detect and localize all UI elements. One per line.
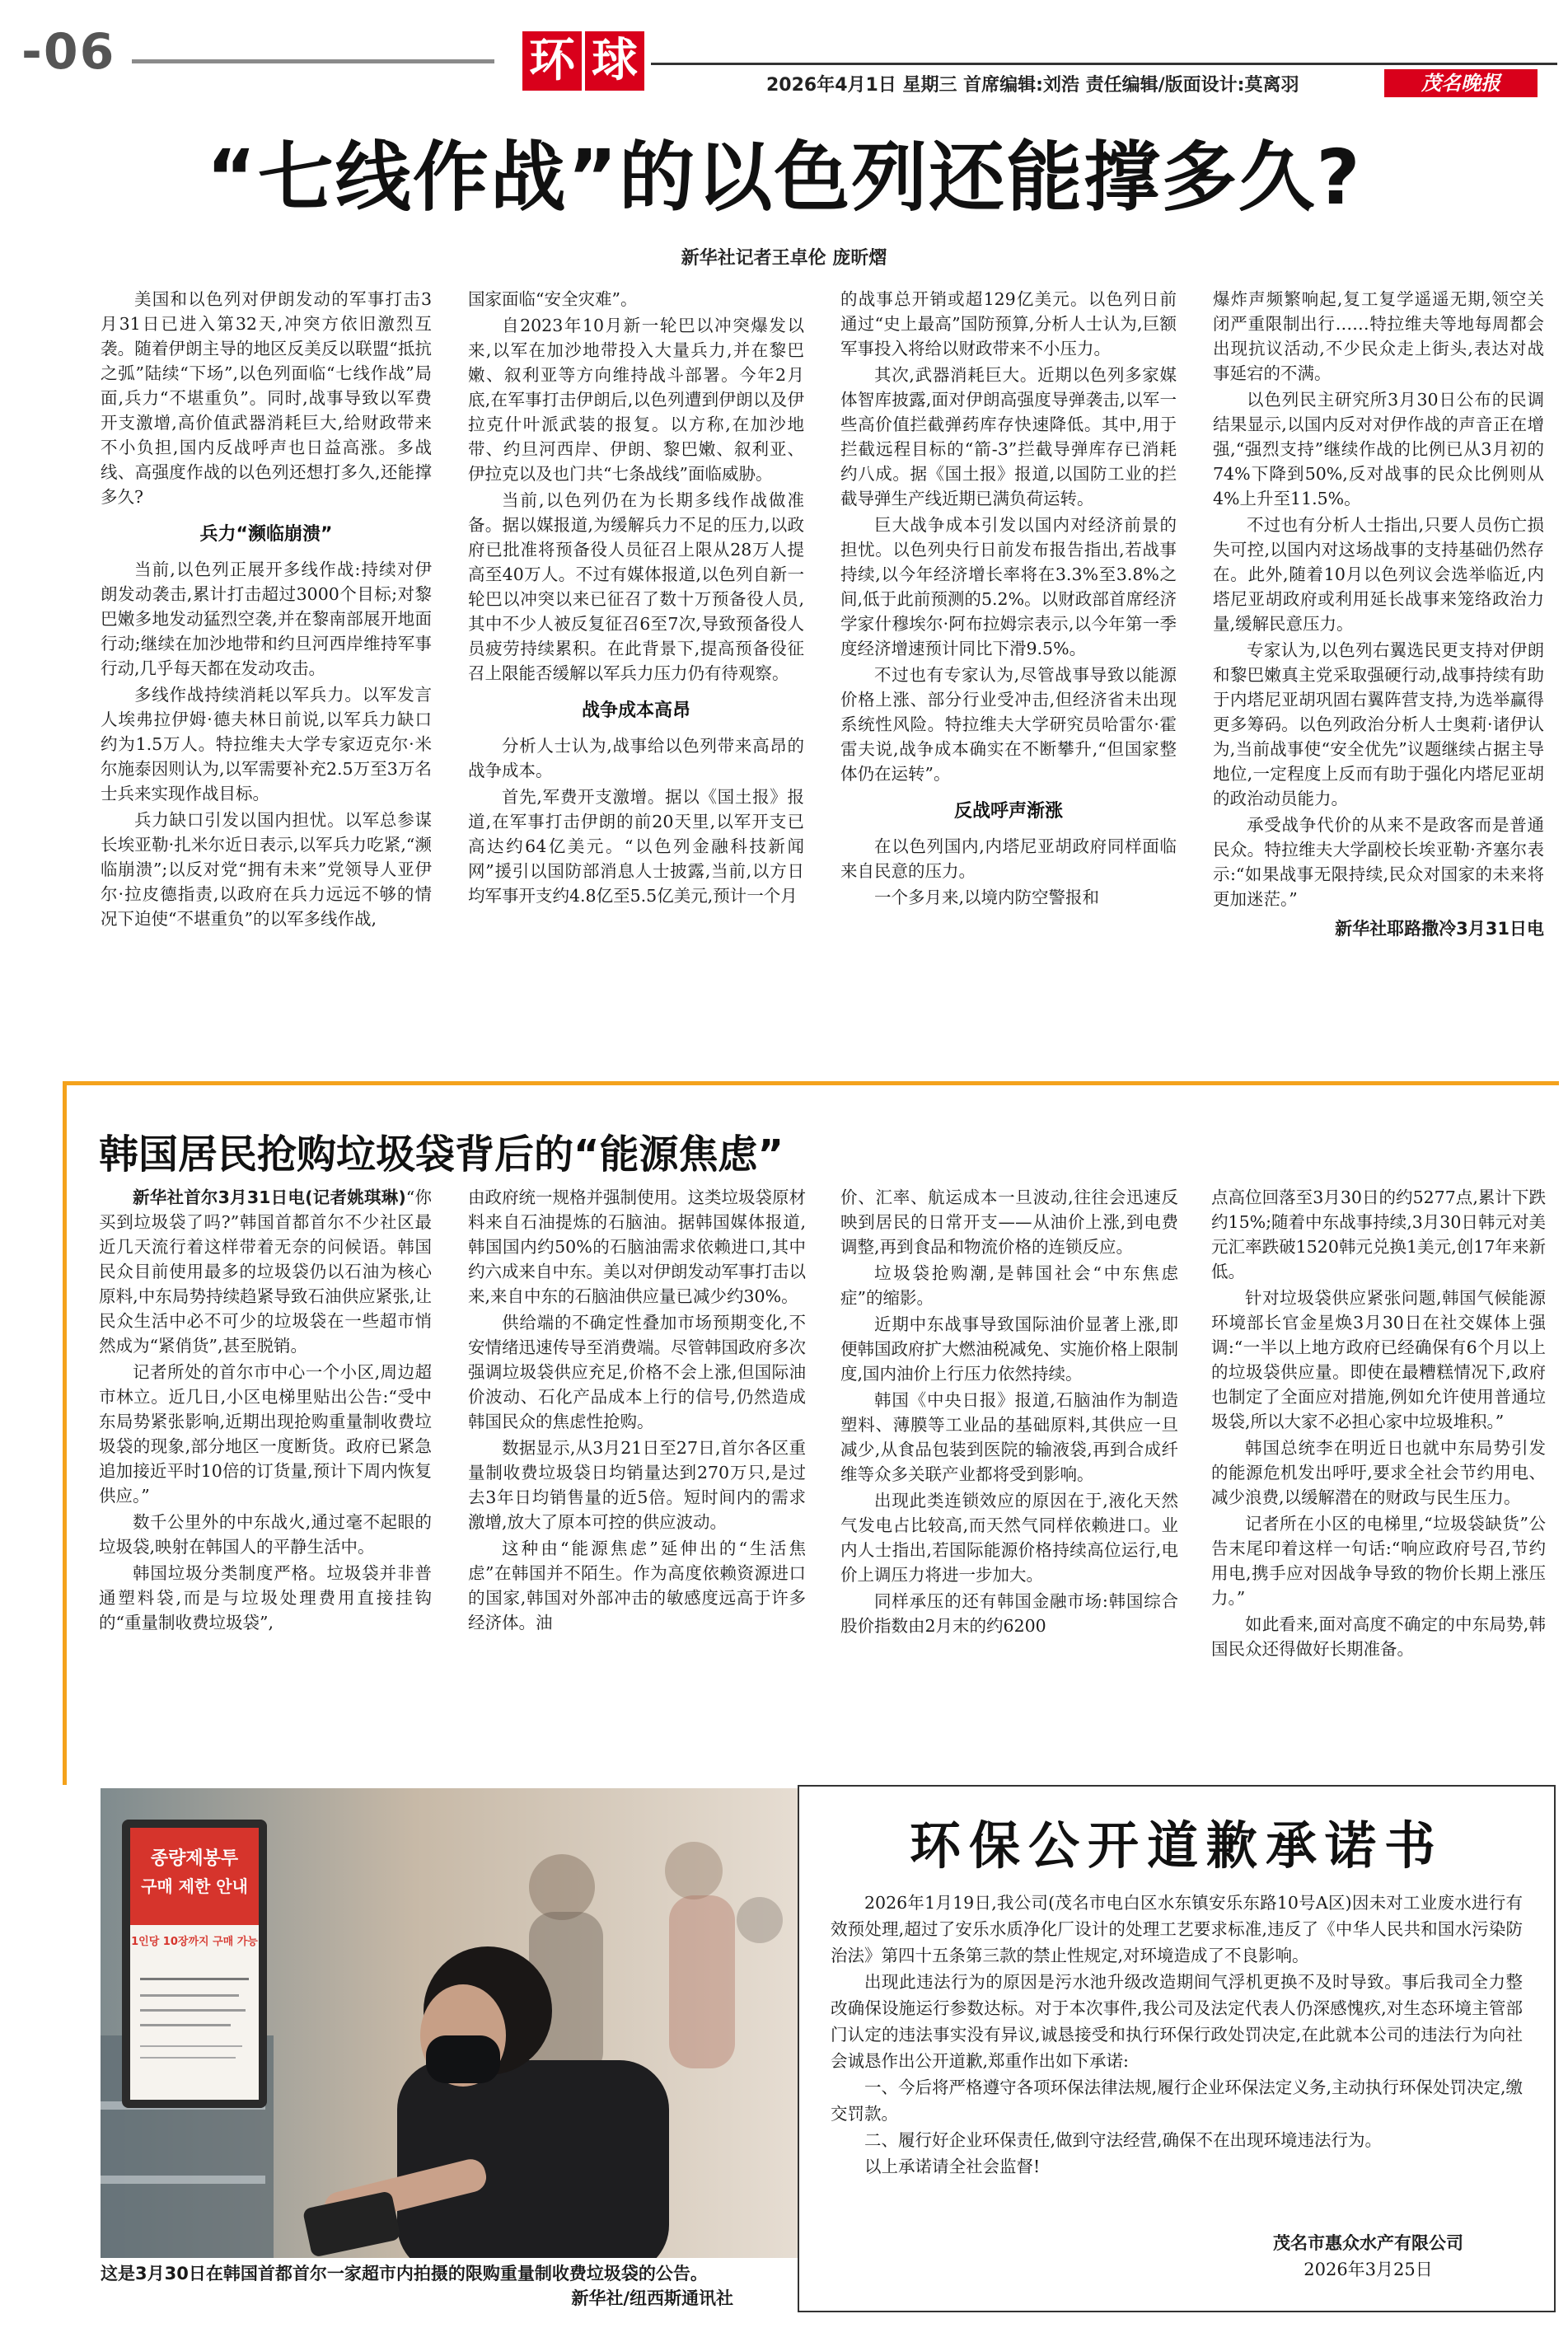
- paragraph: 针对垃圾袋供应紧张问题,韩国气候能源环境部长官金星焕3月30日在社交媒体上强调:“一半以上地方政府已经确保有6个月以上的垃圾袋供应量。即使在最糟糕情况下,政府也制定了全面应对措施,例如允许使用普通垃圾袋,所以大家不必担心家中垃圾堆积。”: [1211, 1288, 1546, 1431]
- paragraph: 专家认为,以色列右翼选民更支持对伊朗和黎巴嫩真主党采取强硬行动,战事持续有助于内塔尼亚胡巩固右翼阵营支持,为选举赢得更多筹码。以色列政治分析人士奥莉·诸伊认为,当前战事使“安全优先”议题继续占据主导地位,一定程度上反而有助于强化内塔尼亚胡的政治动员能力。: [1213, 640, 1544, 808]
- paragraph: 自2023年10月新一轮巴以冲突爆发以来,以军在加沙地带投入大量兵力,并在黎巴嫩、叙利亚等方向维持战斗部署。今年2月底,在军事打击伊朗后,以色列遭到伊朗以及伊拉克什叶派武装的报复。以方称,在加沙地带、约旦河西岸、伊朗、黎巴嫩、叙利亚、伊拉克以及也门共“七条战线”面临威胁。: [468, 316, 804, 484]
- paragraph: 分析人士认为,战事给以色列带来高昂的战争成本。: [468, 736, 804, 780]
- paragraph: 当前,以色列仍在为长期多线作战做准备。据以媒报道,为缓解兵力不足的压力,以政府已批准将预备役人员征召上限从28万人提高至40万人。不过有媒体报道,以色列自新一轮巴以冲突以来已征召了数十万预备役人员,其中不少人被反复征召6至7次,导致预备役人员疲劳持续累积。在此背景下,提高预备役征召上限能否缓解以军兵力压力仍有待观察。: [468, 490, 804, 683]
- paragraph: 由政府统一规格并强制使用。这类垃圾袋原材料来自石油提炼的石脑油。据韩国媒体报道,韩国国内约50%的石脑油需求依赖进口,其中约六成来自中东。美以对伊朗发动军事打击以来,来自中东的石脑油供应量已减少约30%。: [468, 1187, 806, 1306]
- notice-body: [831, 1890, 1523, 2180]
- section-label-2: 球: [585, 31, 644, 91]
- paragraph: 不过也有专家认为,尽管战事导致以能源价格上涨、部分行业受冲击,但经济省未出现系统性风险。特拉维夫大学研究员哈雷尔·霍雷夫说,战争成本确实在不断攀升,“但国家整体仍在运转”。: [840, 665, 1177, 784]
- subheading: 反战呼声渐涨: [953, 801, 1063, 822]
- paragraph: 多线作战持续消耗以军兵力。以军发言人埃弗拉伊姆·德夫林日前说,以军兵力缺口约为1.5万人。特拉维夫大学专家迈克尔·米尔施泰因则认为,以军需要补充2.5万至3万名士兵来实现作战目标。: [101, 685, 432, 803]
- paragraph: 韩国《中央日报》报道,石脑油作为制造塑料、薄膜等工业品的基础原料,其供应一旦减少,从食品包装到医院的输液袋,再到合成纤维等众多关联产业都将受到影响。: [840, 1390, 1178, 1484]
- article2-column-1: [99, 1185, 432, 1754]
- article1-column-3: [840, 287, 1177, 1111]
- paragraph: 首先,军费开支激增。据以《国土报》报道,在军事打击伊朗的前20天里,以军开支已高达约64亿美元。“以色列金融科技新闻网”援引以国防部消息人士披露,当前,以方日均军事开支约4.8亿至5.5亿美元,预计一个月: [468, 787, 804, 906]
- notice-date: 2026年3月25日: [1304, 2260, 1433, 2279]
- notice-signature: [1273, 2230, 1463, 2283]
- article2-column-4: [1211, 1185, 1546, 1754]
- article2-column-3: [840, 1185, 1178, 1754]
- paragraph: 其次,武器消耗巨大。近期以色列多家媒体智库披露,面对伊朗高强度导弹袭击,以军一些高价值拦截弹药库存快速降低。其中,用于拦截远程目标的“箭-3”拦截导弹库存已消耗约八成。据《国土报》报道,以国防工业的拦截导弹生产线近期已满负荷运转。: [840, 365, 1177, 508]
- company-name: 茂名市惠众水产有限公司: [1273, 2232, 1463, 2253]
- article1-byline: 新华社记者王卓伦 庞昕熠: [681, 248, 887, 269]
- paragraph: 同样承压的还有韩国金融市场:韩国综合股价指数由2月末的约6200: [840, 1591, 1178, 1636]
- article2-frame-top: [63, 1081, 1559, 1085]
- paragraph: 承受战争代价的从来不是政客而是普通民众。特拉维夫大学副校长埃亚勒·齐塞尔表示:“如果战事无限持续,民众对国家的未来将更加迷茫。”: [1213, 815, 1544, 909]
- sign-title-line1: 종량제봉투: [150, 1848, 239, 1869]
- header-rule: [651, 63, 1557, 65]
- newspaper-logo: 茂名晚报: [1384, 69, 1538, 97]
- page-number: -06: [21, 23, 116, 81]
- paragraph: 韩国垃圾分类制度严格。垃圾袋并非普通塑料袋,而是与垃圾处理费用直接挂钩的“重量制收费垃圾袋”,: [99, 1563, 432, 1632]
- paragraph: 美国和以色列对伊朗发动的军事打击3月31日已进入第32天,冲突方依旧激烈互袭。随着伊朗主导的地区反美反以联盟“抵抗之弧”陆续“下场”,以色列面临“七线作战”局面,兵力“不堪重负”。同时,战事导致以军费开支激增,高价值武器消耗巨大,给财政带来不小负担,国内反战呼声也日益高涨。多战线、高强度作战的以色列还想打多久,还能撑多久?: [101, 289, 432, 507]
- subheading: 战争成本高昂: [581, 700, 690, 721]
- masthead: [0, 0, 1568, 103]
- paragraph: “你买到垃圾袋了吗?”韩国首都首尔不少社区最近几天流行着这样带着无奈的问候语。韩国民众目前使用最多的垃圾袋仍以石油为核心原料,中东局势持续趋紧导致石油供应紧张,让民众生活中必不可少的垃圾袋在一些超市悄然成为“紧俏货”,甚至脱销。: [99, 1187, 432, 1356]
- article1-column-1: [101, 287, 432, 1111]
- article1-headline: “七线作战”的以色列还能撑多久?: [206, 133, 1362, 222]
- news-photo: [101, 1788, 799, 2258]
- paragraph: 供给端的不确定性叠加市场预期变化,不安情绪迅速传导至消费端。尽管韩国政府多次强调垃圾袋供应充足,价格不会上涨,但国际油价波动、石化产品成本上行的信号,仍然造成韩国民众的焦虑性抢购。: [468, 1313, 806, 1431]
- photo-credit: 新华社/纽西斯通讯社: [571, 2288, 733, 2308]
- article1-column-4: [1213, 287, 1544, 1111]
- caption-text: 这是3月30日在韩国首都首尔一家超市内拍摄的限购重量制收费垃圾袋的公告。: [101, 2264, 708, 2284]
- paragraph: 的战事总开销或超129亿美元。以色列日前通过“史上最高”国防预算,分析人士认为,巨额军事投入将给以财政带来不小压力。: [840, 289, 1177, 358]
- paragraph: 出现此违法行为的原因是污水池升级改造期间气浮机更换不及时导致。事后我司全力整改确保设施运行参数达标。对于本次事件,我公司及法定代表人仍深感愧疚,对生态环境主管部门认定的违法事实没有异议,诚恳接受和执行环保行政处罚决定,在此就本公司的违法行为向社会诚恳作出公开道歉,郑重作出如下承诺:: [831, 1972, 1523, 2071]
- paragraph: 记者所处的首尔市中心一个小区,周边超市林立。近几日,小区电梯里贴出公告:“受中东局势紧张影响,近期出现抢购重量制收费垃圾袋的现象,部分地区一度断货。政府已紧急追加接近平时10倍的订货量,预计下周内恢复供应。”: [99, 1362, 432, 1506]
- article2-headline: 韩国居民抢购垃圾袋背后的“能源焦虑”: [99, 1131, 784, 1178]
- apology-notice: [798, 1785, 1556, 2312]
- article2-column-2: [468, 1185, 806, 1754]
- paragraph: 价、汇率、航运成本一旦波动,往往会迅速反映到居民的日常开支——从油价上涨,到电费调整,再到食品和物流价格的连锁反应。: [840, 1187, 1178, 1257]
- paragraph: 巨大战争成本引发以国内对经济前景的担忧。以色列央行日前发布报告指出,若战事持续,以今年经济增长率将在3.3%至3.8%之间,低于此前预测的5.2%。以财政部首席经济学家什穆埃尔·阿布拉姆宗表示,以今年第一季度经济增速预计同比下滑9.5%。: [840, 515, 1177, 658]
- paragraph: 数千公里外的中东战火,通过毫不起眼的垃圾袋,映射在韩国人的平静生活中。: [99, 1512, 432, 1557]
- paragraph: 在以色列国内,内塔尼亚胡政府同样面临来自民意的压力。: [840, 836, 1177, 881]
- paragraph: 一、今后将严格遵守各项环保法律法规,履行企业环保法定义务,主动执行环保处罚决定,缴交罚款。: [831, 2077, 1523, 2124]
- paragraph: 二、履行好企业环保责任,做到守法经营,确保不在出现环境违法行为。: [864, 2130, 1383, 2150]
- paragraph: 数据显示,从3月21日至27日,首尔各区重量制收费垃圾袋日均销量达到270万只,是过去3年日均销售量的近5倍。短时间内的需求激增,放大了原本可控的供应波动。: [468, 1438, 806, 1532]
- paragraph: 当前,以色列正展开多线作战:持续对伊朗发动袭击,累计打击超过3000个目标;对黎巴嫩多地发动猛烈空袭,并在黎南部展开地面行动;继续在加沙地带和约旦河西岸维持军事行动,几乎每天都在发动攻击。: [101, 560, 432, 678]
- paragraph: 近期中东战事导致国际油价显著上涨,即便韩国政府扩大燃油税减免、实施价格上限制度,国内油价上行压力依然持续。: [840, 1314, 1178, 1384]
- paragraph: 垃圾袋抢购潮,是韩国社会“中东焦虑症”的缩影。: [840, 1263, 1178, 1308]
- article2-frame-left: [63, 1081, 67, 1785]
- paragraph: 以上承诺请全社会监督!: [864, 2157, 1041, 2176]
- paragraph: 2026年1月19日,我公司(茂名市电白区水东镇安乐东路10号A区)因未对工业废水进行有效预处理,超过了安乐水质净化厂设计的处理工艺要求标准,违反了《中华人民共和国水污染防治法》第四十五条第三款的禁止性规定,对环境造成了不良影响。: [831, 1893, 1523, 1965]
- paragraph: 兵力缺口引发以国内担忧。以军总参谋长埃亚勒·扎米尔近日表示,以军兵力吃紧,“濒临崩溃”;以反对党“拥有未来”党领导人亚伊尔·拉皮德指责,以政府在兵力远远不够的情况下迫使“不堪重负”的以军多线作战,: [101, 810, 432, 929]
- paragraph: 一个多月来,以境内防空警报和: [874, 888, 1100, 907]
- paragraph: 不过也有分析人士指出,只要人员伤亡损失可控,以国内对这场战事的支持基础仍然存在。此外,随着10月以色列议会选举临近,内塔尼亚胡政府或利用延长战事来笼络政治力量,缓解民意压力。: [1213, 515, 1544, 634]
- paragraph: 爆炸声频繁响起,复工复学遥遥无期,领空关闭严重限制出行……特拉维夫等地每周都会出现抗议活动,不少民众走上街头,表达对战事延宕的不满。: [1213, 289, 1544, 383]
- paragraph: 点高位回落至3月30日的约5277点,累计下跌约15%;随着中东战事持续,3月30日韩元对美元汇率跌破1520韩元兑换1美元,创17年来新低。: [1211, 1187, 1546, 1281]
- issue-info: 2026年4月1日 星期三 首席编辑:刘浩 责任编辑/版面设计:莫离羽: [766, 75, 1299, 96]
- subheading: 兵力“濒临崩溃”: [199, 524, 333, 545]
- supermarket-photo-illustration: [101, 1788, 799, 2258]
- paragraph: 如此看来,面对高度不确定的中东局势,韩国民众还得做好长期准备。: [1211, 1614, 1546, 1659]
- photo-caption: [101, 2261, 799, 2311]
- article1-dateline: 新华社耶路撒冷3月31日电: [1335, 919, 1544, 939]
- paragraph: 这种由“能源焦虑”延伸出的“生活焦虑”在韩国并不陌生。作为高度依赖资源进口的国家,韩国对外部冲击的敏感度远高于许多经济体。油: [468, 1539, 806, 1632]
- article2-lead: 新华社首尔3月31日电(记者姚琪琳): [133, 1187, 406, 1207]
- notice-title: 环保公开道歉承诺书: [909, 1815, 1444, 1876]
- section-label-1: 环: [522, 31, 582, 91]
- paragraph: 记者所在小区的电梯里,“垃圾袋缺货”公告末尾印着这样一句话:“响应政府号召,节约用电,携手应对因战争导致的物价长期上涨压力。”: [1211, 1514, 1546, 1608]
- paragraph: 国家面临“安全灾难”。: [468, 289, 638, 309]
- sign-title-line2: 구매 제한 안내: [141, 1876, 248, 1896]
- header-divider: [132, 59, 494, 63]
- article1-column-2: [468, 287, 804, 1111]
- paragraph: 以色列民主研究所3月30日公布的民调结果显示,以国内反对对伊作战的声音正在增强,“强烈支持”继续作战的比例已从3月初的74%下降到50%,反对战事的民众比例则从4%上升至11.5%。: [1213, 390, 1544, 508]
- paragraph: 出现此类连锁效应的原因在于,液化天然气发电占比较高,而天然气同样依赖进口。业内人士指出,若国际能源价格持续高位运行,电价上调压力将进一步加大。: [840, 1491, 1178, 1585]
- sign-limit-text: 1인당 10장까지 구매 가능: [131, 1936, 258, 1948]
- paragraph: 韩国总统李在明近日也就中东局势引发的能源危机发出呼吁,要求全社会节约用电、减少浪费,以缓解潜在的财政与民生压力。: [1211, 1438, 1546, 1507]
